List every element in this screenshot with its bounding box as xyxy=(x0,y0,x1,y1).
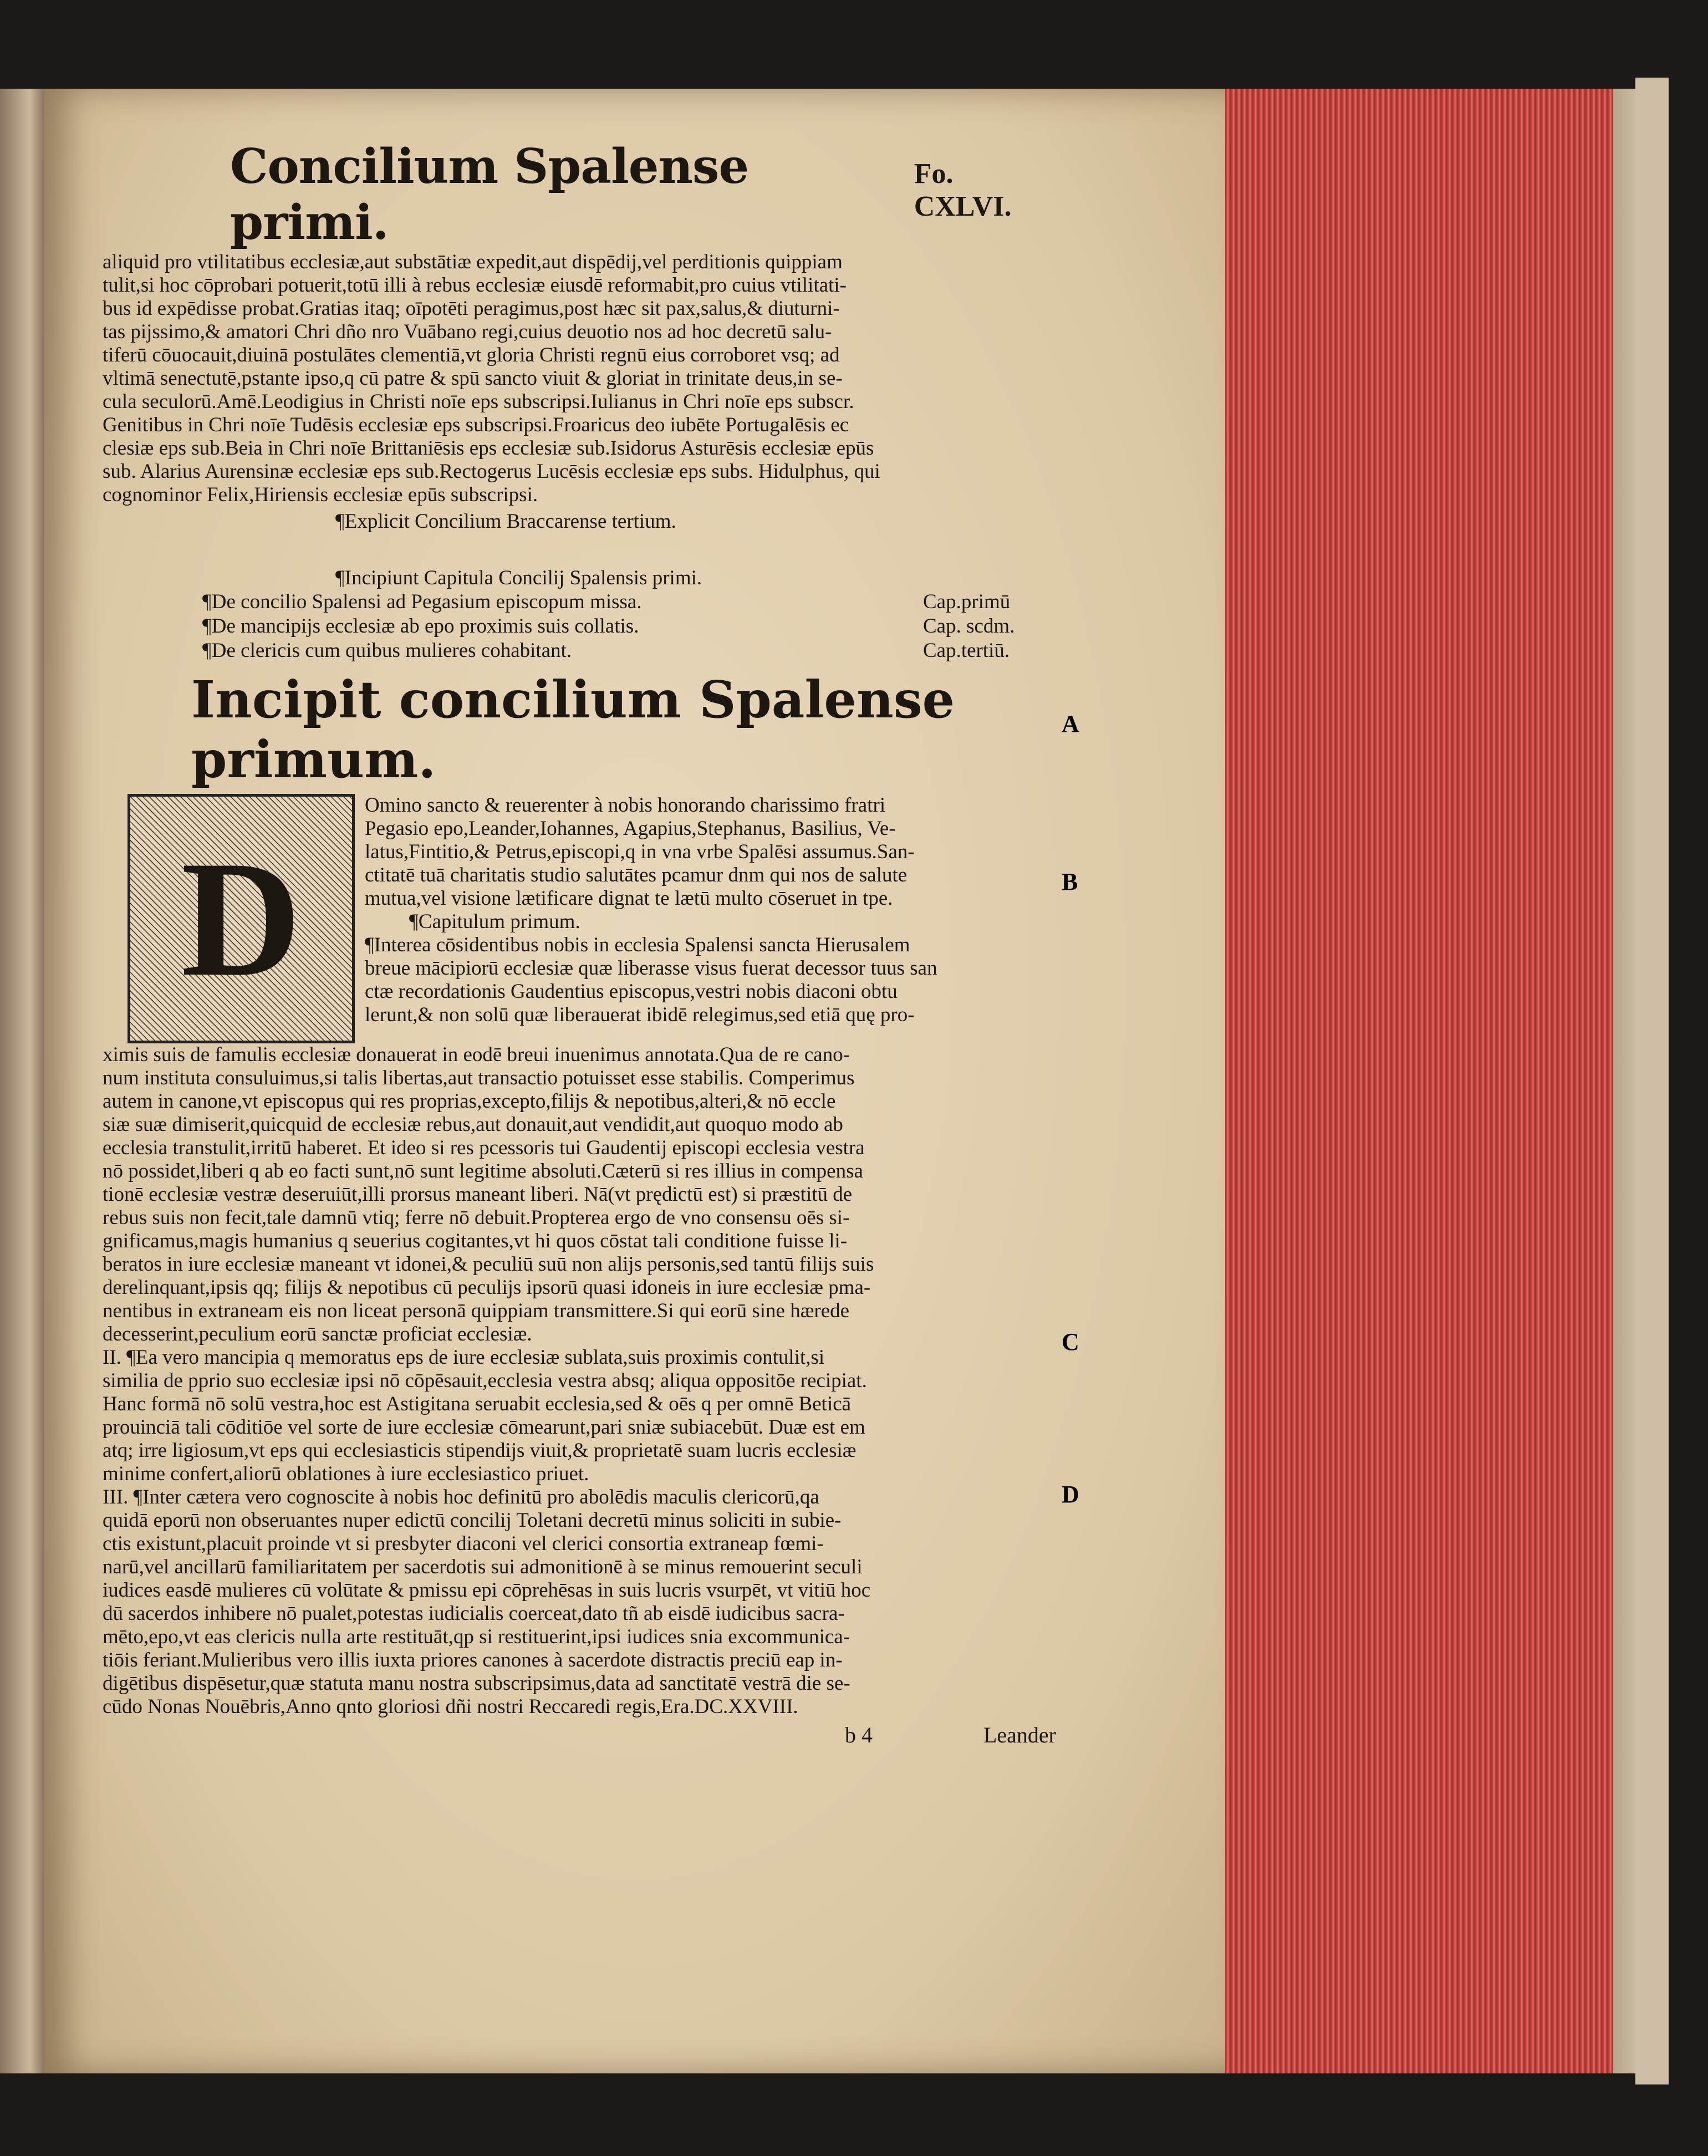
text-line: quidā eporū non obseruantes nuper edictū concilij Toletani decretū minus soliciti in subie- xyxy=(103,1509,842,1532)
text-line: ximis suis de famulis ecclesiæ donauerat in eodē breui inuenimus annotata.Qua de re cano- xyxy=(103,1043,850,1066)
capitula-number: Cap.tertiū. xyxy=(923,639,1010,662)
text-line: latus,Fintitio,& Petrus,episcopi,q in vna vrbe Spalēsi assumus.San- xyxy=(365,840,915,863)
text-line: ctæ recordationis Gaudentius episcopus,vestri nobis diaconi obtu xyxy=(365,980,898,1003)
text-line: derelinquant,ipsis qq; filijs & nepotibus cū peculijs ipsorū quasi idoneis in iure ecclesiæ pma- xyxy=(103,1276,871,1299)
text-line: nentibus in extraneam eis non liceat personā quippiam transmittere.Si qui eorū sine hærede xyxy=(103,1299,850,1322)
text-line: Genitibus in Chri noīe Tudēsis ecclesiæ eps subscripsi.Froaricus deo iubēte Portugalēsis ec xyxy=(103,414,849,436)
list-item xyxy=(103,639,1056,663)
text-line: cula seculorū.Amē.Leodigius in Christi noīe eps subscripsi.Iulianus in Chri noīe eps subscr. xyxy=(103,390,854,413)
signature-mark: b 4 xyxy=(844,1722,873,1747)
left-page-edge xyxy=(0,89,50,2073)
text-line: decesserint,peculium eorū sanctæ proficiat ecclesiæ. xyxy=(103,1323,532,1345)
text-line: ¶Interea cōsidentibus nobis in ecclesia Spalensi sancta Hierusalem xyxy=(365,934,910,956)
binding xyxy=(1635,78,1669,2084)
woodcut-initial: D xyxy=(128,794,355,1043)
capitula-number: Cap. scdm. xyxy=(923,615,1015,638)
red-page-edges xyxy=(1225,89,1658,2073)
text-line: gnificamus,magis humanius q seuerius cogitantes,vt hi quos cōstat tali conditione fuisse li- xyxy=(103,1230,848,1252)
capitula-text: ¶De mancipijs ecclesiæ ab epo proximis suis collatis. xyxy=(202,615,639,638)
text-line: clesiæ eps sub.Beia in Chri noīe Brittaniēsis eps ecclesiæ sub.Isidorus Asturēsis ecclesiæ epūs xyxy=(103,437,874,460)
text-line: bus id expēdisse probat.Gratias itaq; oīpotēti peragimus,post hæc sit pax,salus,& diuturni- xyxy=(103,297,840,320)
page-title: Concilium Spalense primi. xyxy=(230,139,749,251)
text-line: autem in canone,vt episcopus qui res proprias,excepto,filijs & nepotibus,alteri,& nō eccle xyxy=(103,1090,836,1113)
text-line: narū,vel ancillarū familiaritatem per sacerdotis sui admonitionē à se minus remouerint seculi xyxy=(103,1556,863,1578)
text-line: tiōis feriant.Mulieribus vero illis iuxta priores canones à sacerdote distractis preciū eap in- xyxy=(103,1649,843,1671)
text-line: tiferū cōuocauit,diuinā postulātes clementiā,vt gloria Christi regnū eius corroboret vsq; ad xyxy=(103,344,840,366)
text-line: cognominor Felix,Hiriensis ecclesiæ epūs subscripsi. xyxy=(103,483,538,506)
capitula-number: Cap.primū xyxy=(923,590,1011,613)
text-line: ecclesia transtulit,irritū haberet. Et ideo si res pcessoris tui Gaudentij episcopi ecclesia vestra xyxy=(103,1136,865,1159)
margin-letter-a: A xyxy=(1062,710,1079,737)
text-line: tionē ecclesiæ vestræ deseruiūt,illi prorsus maneant liberi. Nā(vt prędictū est) si præstitū de xyxy=(103,1183,853,1206)
text-line: digētibus dispēsetur,quæ statuta manu nostra subscripsimus,data ad sanctitatē vestrā die se- xyxy=(103,1672,850,1695)
explicit-line: ¶Explicit Concilium Braccarense tertium. xyxy=(335,510,676,533)
page-footer xyxy=(103,1722,1056,1748)
incipit-heading: Incipit concilium Spalense primum. xyxy=(191,670,955,789)
capitula-list xyxy=(103,590,1056,663)
text-line: vltimā senectutē,pstante ipso,q cū patre & spū sancto viuit & gloriat in trinitate deus,in se- xyxy=(103,367,843,390)
text-line: num instituta consuluimus,si talis libertas,aut transactio potuisset esse stabilis. Comperimus xyxy=(103,1067,855,1089)
capitula-text: ¶De concilio Spalensi ad Pegasium episcopum missa. xyxy=(202,590,642,613)
text-line: lerunt,& non solū quæ liberauerat ibidē relegimus,sed etiā quę pro- xyxy=(365,1003,915,1026)
text-line: atq; irre ligiosum,vt eps qui ecclesiasticis stipendijs viuit,& proprietatē suam lucris ecclesiæ xyxy=(103,1439,856,1462)
catchword: Leander xyxy=(983,1722,1056,1747)
text-line: Hanc formā nō solū vestra,hoc est Astigitana seruabit ecclesia,sed & oēs q per omnē Beticā xyxy=(103,1393,852,1415)
margin-letter-b: B xyxy=(1062,868,1078,895)
text-line: sub. Alarius Aurensinæ ecclesiæ eps sub.Rectogerus Lucēsis ecclesiæ eps subs. Hidulphus, qui xyxy=(103,460,880,483)
text-line: mēto,epo,vt eas clericis nulla arte restituāt,qp si restituerint,ipsi iudices snia excommunica- xyxy=(103,1625,850,1648)
dropcap-section xyxy=(103,794,1056,1043)
text-line: ctitatē tuā charitatis studio salutātes pcamur dnm qui nos de salute xyxy=(365,864,907,886)
text-line: dū sacerdos inhibere nō pualet,potestas iudicialis coerceat,dato tñ ab eisdē iudicibus sacra- xyxy=(103,1602,845,1625)
margin-letter-c: C xyxy=(1062,1328,1079,1355)
folio-number: Fo. CXLVI. xyxy=(914,158,1012,222)
running-header xyxy=(230,139,1056,251)
list-item xyxy=(103,590,1056,614)
text-line: tulit,si hoc cōprobari potuerit,totū illi à rebus ecclesiæ eiusdē reformabit,pro cuius vtilitati- xyxy=(103,274,847,297)
text-line: cūdo Nonas Nouēbris,Anno qnto gloriosi dñi nostri Reccaredi regis,Era.DC.XXVIII. xyxy=(103,1695,798,1718)
text-line: similia de pprio suo ecclesiæ ipsi nō cōpēsauit,ecclesia vestra absq; aliqua oppositōe recipiat. xyxy=(103,1369,867,1392)
text-line: siæ suæ dimiserit,quicquid de ecclesiæ rebus,aut donauit,aut vendidit,aut quoquo modo ab xyxy=(103,1113,843,1136)
text-line: rebus suis non fecit,tale damnū vtiq; ferre nō debuit.Propterea ergo de vno consensu oēs si- xyxy=(103,1206,850,1229)
text-line: II. ¶Ea vero mancipia q memoratus eps de iure ecclesiæ sublata,suis proximis contulit,si xyxy=(103,1346,825,1369)
text-line: mutua,vel visione lætificare dignat te lætū multo cōseruet in tpe. xyxy=(365,887,893,910)
chapter-heading: ¶Capitulum primum. xyxy=(409,910,580,933)
text-line: beratos in iure ecclesiæ maneant vt idonei,& peculiū suū non alijs personis,sed tantū filijs suis xyxy=(103,1253,874,1276)
top-paragraph xyxy=(103,251,1056,507)
list-item xyxy=(103,614,1056,639)
main-paragraphs xyxy=(103,1043,1056,1719)
text-line: ctis existunt,placuit proinde vt si presbyter diaconi vel clerici consortia extraneap fœmi- xyxy=(103,1532,824,1555)
capitula-heading: ¶Incipiunt Capitula Concilij Spalensis primi. xyxy=(335,567,702,589)
text-line: iudices easdē mulieres cū volūtate & pmissu epi cōprehēsas in suis lucris vsurpēt, vt vitiū hoc xyxy=(103,1579,871,1602)
text-line: minime confert,aliorū oblationes à iure ecclesiastico priuet. xyxy=(103,1462,589,1485)
text-line: prouinciā tali cōditiōe vel sorte de iure ecclesiæ cōmearunt,pari sniæ subiacebūt. Duæ est em xyxy=(103,1416,865,1439)
text-line: III. ¶Inter cætera vero cognoscite à nobis hoc definitū pro abolēdis maculis clericorū,qa xyxy=(103,1486,819,1508)
text-line: Omino sancto & reuerenter à nobis honorando charissimo fratri xyxy=(365,794,886,817)
margin-letter-d: D xyxy=(1062,1481,1079,1508)
text-line: nō possidet,liberi q ab eo facti sunt,nō sunt legitime absoluti.Cæterū si res illius in compensa xyxy=(103,1160,863,1183)
capitula-text: ¶De clericis cum quibus mulieres cohabitant. xyxy=(202,639,572,662)
text-line: aliquid pro vtilitatibus ecclesiæ,aut substātiæ expedit,aut dispēdij,vel perditionis quippiam xyxy=(103,251,843,273)
text-line: breue mācipiorū ecclesiæ quæ liberasse visus fuerat decessor tuus san xyxy=(365,957,937,980)
text-line: Pegasio epo,Leander,Iohannes, Agapius,Stephanus, Basilius, Ve- xyxy=(365,817,896,840)
page-text xyxy=(103,139,1056,1748)
text-line: tas pijssimo,& amatori Chri dño nro Vuābano regi,cuius deuotio nos ad hoc decretū salu- xyxy=(103,320,832,343)
